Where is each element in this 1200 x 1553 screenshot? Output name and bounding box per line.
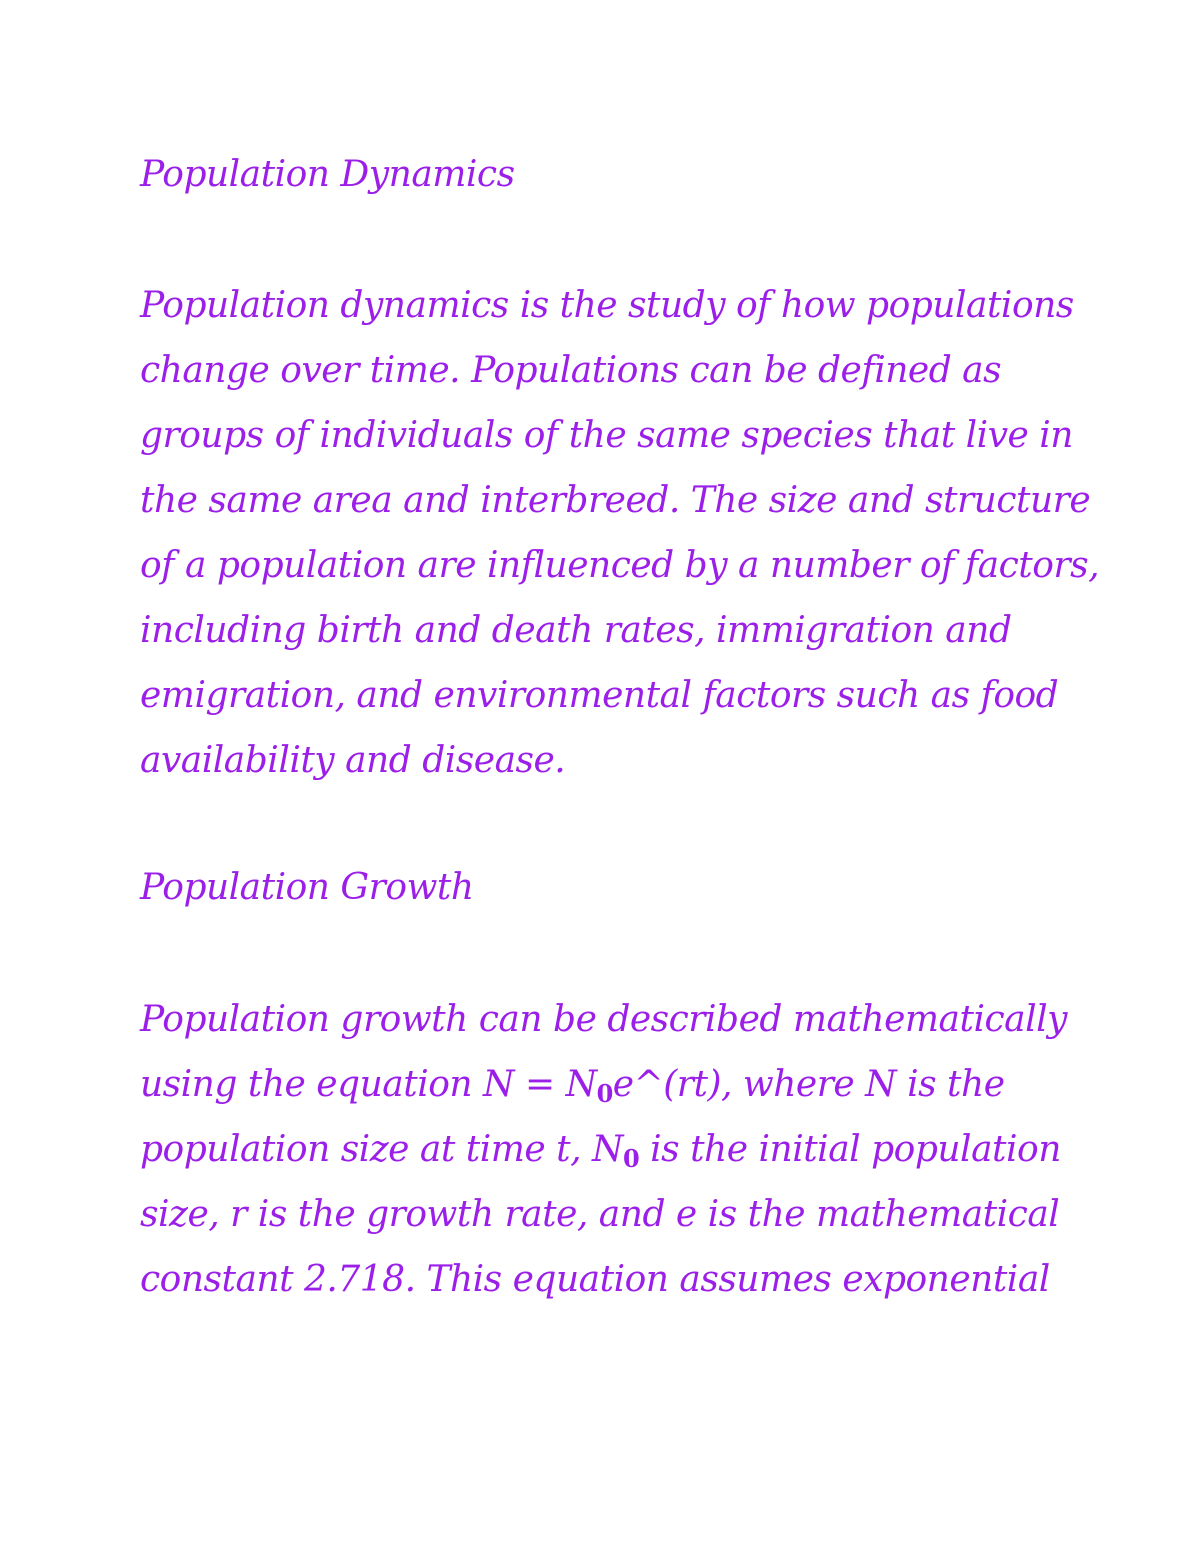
paragraph-line: availability and disease. (140, 740, 566, 781)
variable-text: is the initial population (639, 1129, 1061, 1170)
paragraph-line-equation (140, 1052, 1080, 1117)
equation-text: using the equation N = N (140, 1064, 597, 1105)
paragraph-line: size, r is the growth rate, and e is the mathematical (140, 1194, 1060, 1235)
paragraph-line: including birth and death rates, immigration and (140, 610, 1012, 651)
section-heading-population-dynamics: Population Dynamics (140, 154, 515, 195)
paragraph-line: Population growth can be described mathematically (140, 999, 1067, 1040)
paragraph-line: of a population are influenced by a number of factors, (140, 545, 1100, 586)
section-heading-population-growth: Population Growth (140, 867, 474, 908)
paragraph-line: groups of individuals of the same species that live in (140, 415, 1073, 456)
paragraph-line: the same area and interbreed. The size and structure (140, 480, 1091, 521)
paragraph-population-growth (140, 987, 1080, 1312)
paragraph-line: emigration, and environmental factors such as food (140, 675, 1059, 716)
paragraph-line: constant 2.718. This equation assumes exponential (140, 1259, 1050, 1300)
paragraph-population-dynamics (140, 273, 1100, 793)
subscript-zero: 0 (623, 1144, 640, 1173)
paragraph-line: Population dynamics is the study of how populations (140, 285, 1074, 326)
paragraph-line-variables (140, 1117, 1080, 1182)
equation-text: e^(rt), where N is the (612, 1064, 1005, 1105)
paragraph-line: change over time. Populations can be defined as (140, 350, 1002, 391)
subscript-zero: 0 (596, 1079, 613, 1108)
variable-text: population size at time t, N (140, 1129, 624, 1170)
